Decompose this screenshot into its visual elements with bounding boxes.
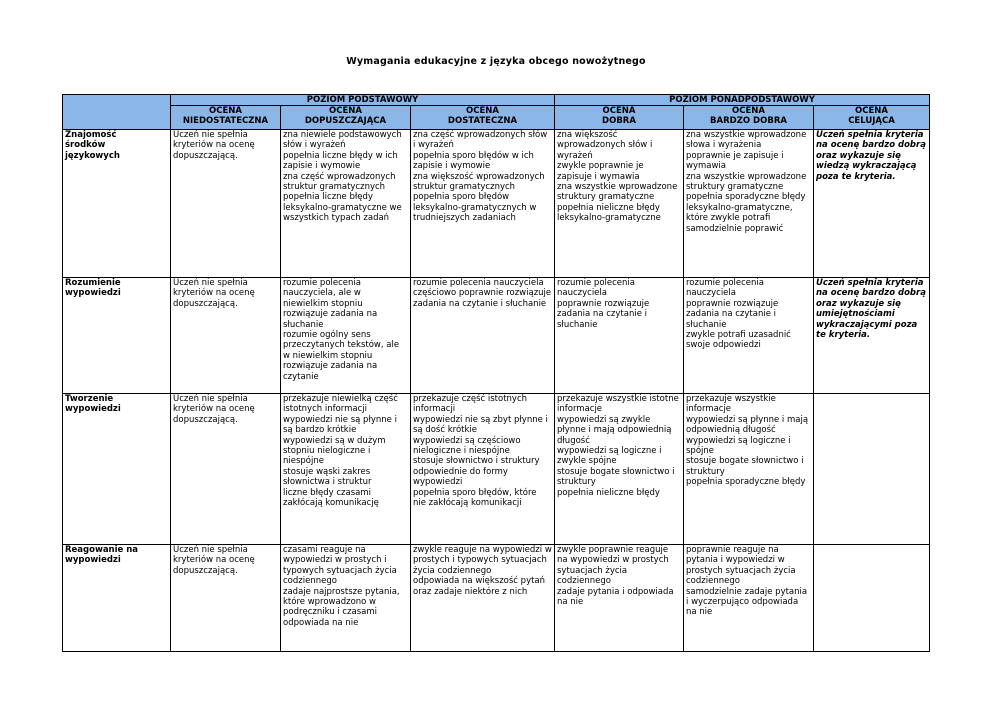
grade-cell: rozumie polecenia nauczyciela, ale w niewielkim stopniu rozwiązuje zadania na słuchanie rozumie ogólny sens przeczytanych tekstów, ale w niewielkim stopniu rozwiązuje zadania na czytanie bbox=[281, 278, 411, 394]
grade-header-dobra: OCENA DOBRA bbox=[555, 106, 684, 130]
table-row bbox=[63, 130, 930, 278]
requirements-table bbox=[62, 94, 930, 652]
grade-cell: zna niewiele podstawowych słów i wyrażeń popełnia liczne błędy w ich zapisie i wymowie zna część wprowadzonych struktur gramatycznych popełnia liczne błędy leksykalno-gramatyczne we wszystkich typach zadań bbox=[281, 130, 411, 278]
grade-cell: zwykle reaguje na wypowiedzi w prostych i typowych sytuacjach życia codziennego odpowiada na większość pytań oraz zadaje niektóre z nich bbox=[411, 545, 555, 652]
grade-cell: przekazuje wszystkie informacje wypowiedzi są płynne i mają odpowiednią długość wypowiedzi są logiczne i spójne stosuje bogate słownictwo i struktury popełnia sporadyczne błędy bbox=[684, 394, 814, 545]
grade-cell: przekazuje wszystkie istotne informacje wypowiedzi są zwykle płynne i mają odpowiednią długość wypowiedzi są logiczne i zwykle spójne stosuje bogate słownictwo i struktury popełnia nieliczne błędy bbox=[555, 394, 684, 545]
grade-cell-celujaca: Uczeń spełnia kryteria na ocenę bardzo dobrą oraz wykazuje się umiejętnościami wykraczającymi poza te kryteria. bbox=[814, 278, 930, 394]
page-title: Wymagania edukacyjne z języka obcego nowożytnego bbox=[346, 56, 646, 67]
table-row bbox=[63, 545, 930, 652]
grade-cell: przekazuje niewielką część istotnych informacji wypowiedzi nie są płynne i są bardzo krótkie wypowiedzi są w dużym stopniu nielogiczne i niespójne stosuje wąski zakres słownictwa i struktur liczne błędy czasami zakłócają komunikację bbox=[281, 394, 411, 545]
grade-cell-celujaca: Uczeń spełnia kryteria na ocenę bardzo dobrą oraz wykazuje się wiedzą wykraczającą poza te kryteria. bbox=[814, 130, 930, 278]
grade-cell: rozumie polecenia nauczyciela częściowo poprawnie rozwiązuje zadania na czytanie i słuchanie bbox=[411, 278, 555, 394]
grade-cell: Uczeń nie spełnia kryteriów na ocenę dopuszczającą. bbox=[171, 130, 281, 278]
criterion-cell: Tworzenie wypowiedzi bbox=[63, 394, 171, 545]
grade-cell: poprawnie reaguje na pytania i wypowiedzi w prostych sytuacjach życia codziennego samodzielnie zadaje pytania i wyczerpująco odpowiada na nie bbox=[684, 545, 814, 652]
grade-cell-celujaca bbox=[814, 394, 930, 545]
grade-cell: zwykle poprawnie reaguje na wypowiedzi w prostych sytuacjach życia codziennego zadaje pytania i odpowiada na nie bbox=[555, 545, 684, 652]
grade-cell: zna część wprowadzonych słów i wyrażeń popełnia sporo błędów w ich zapisie i wymowie zna większość wprowadzonych struktur gramatycznych popełnia sporo błędów leksykalno-gramatycznych w trudniejszych zadaniach bbox=[411, 130, 555, 278]
grade-header-niedostateczna: OCENA NIEDOSTATECZNA bbox=[171, 106, 281, 130]
level-basic-header: POZIOM PODSTAWOWY bbox=[171, 95, 555, 106]
grade-cell: Uczeń nie spełnia kryteriów na ocenę dopuszczającą. bbox=[171, 545, 281, 652]
criterion-cell: Rozumienie wypowiedzi bbox=[63, 278, 171, 394]
grade-header-bardzo-dobra: OCENA BARDZO DOBRA bbox=[684, 106, 814, 130]
grade-cell: zna wszystkie wprowadzone słowa i wyrażenia poprawnie je zapisuje i wymawia zna wszystkie wprowadzone struktury gramatyczne popełnia sporadyczne błędy leksykalno-gramatyczne, które zwykle potrafi samodzielnie poprawić bbox=[684, 130, 814, 278]
grade-cell: rozumie polecenia nauczyciela poprawnie rozwiązuje zadania na czytanie i słuchanie zwykle potrafi uzasadnić swoje odpowiedzi bbox=[684, 278, 814, 394]
grade-cell: Uczeń nie spełnia kryteriów na ocenę dopuszczającą. bbox=[171, 394, 281, 545]
grade-cell: czasami reaguje na wypowiedzi w prostych i typowych sytuacjach życia codziennego zadaje najprostsze pytania, które wprowadzono w podręczniku i czasami odpowiada na nie bbox=[281, 545, 411, 652]
table-row bbox=[63, 278, 930, 394]
grade-cell-celujaca bbox=[814, 545, 930, 652]
grade-header-dostateczna: OCENA DOSTATECZNA bbox=[411, 106, 555, 130]
level-advanced-header: POZIOM PONADPODSTAWOWY bbox=[555, 95, 930, 106]
grade-cell: przekazuje część istotnych informacji wypowiedzi nie są zbyt płynne i są dość krótkie wypowiedzi są częściowo nielogiczne i niespójne stosuje słownictwo i struktury odpowiednie do formy wypowiedzi popełnia sporo błędów, które nie zakłócają komunikacji bbox=[411, 394, 555, 545]
criterion-cell: Znajomość środków językowych bbox=[63, 130, 171, 278]
grade-cell: rozumie polecenia nauczyciela poprawnie rozwiązuje zadania na czytanie i słuchanie bbox=[555, 278, 684, 394]
criterion-cell: Reagowanie na wypowiedzi bbox=[63, 545, 171, 652]
grade-cell: zna większość wprowadzonych słów i wyrażeń zwykle poprawnie je zapisuje i wymawia zna wszystkie wprowadzone struktury gramatyczne popełnia nieliczne błędy leksykalno-gramatyczne bbox=[555, 130, 684, 278]
table-row bbox=[63, 394, 930, 545]
corner-header bbox=[63, 95, 171, 130]
grade-header-dopuszczajaca: OCENA DOPUSZCZAJĄCA bbox=[281, 106, 411, 130]
grade-cell: Uczeń nie spełnia kryteriów na ocenę dopuszczającą. bbox=[171, 278, 281, 394]
grade-header-celujaca: OCENA CELUJĄCA bbox=[814, 106, 930, 130]
